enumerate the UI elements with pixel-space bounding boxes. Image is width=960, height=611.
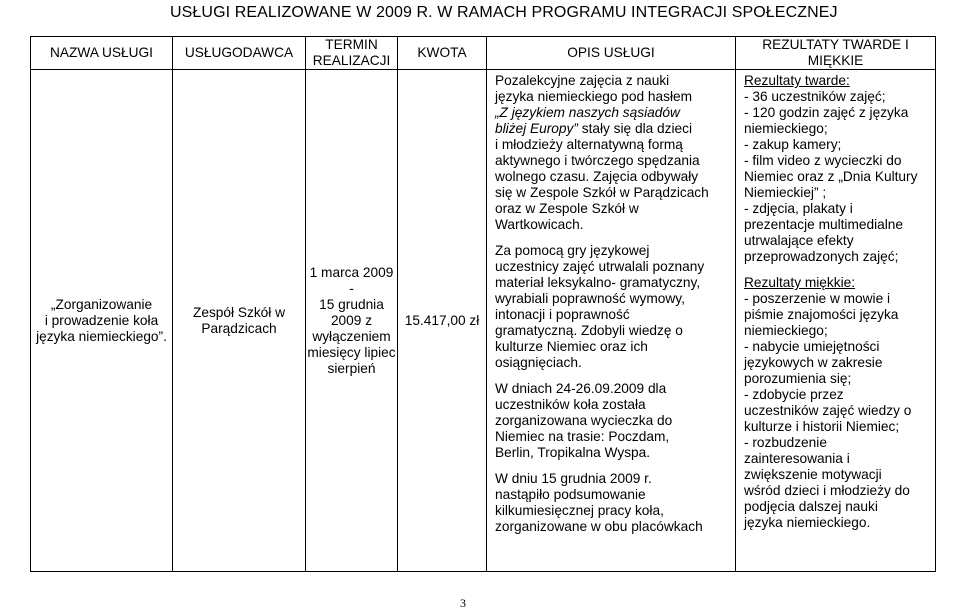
cell-name: „Zorganizowanie i prowadzenie koła języka niemieckiego”.: [31, 70, 173, 572]
description-paragraph-3: W dniach 24-26.09.2009 dla uczestników koła została zorganizowana wycieczka do Niemiec na trasie: Poczdam, Berlin, Tropikalna Wyspa.: [495, 381, 673, 460]
cell-results: Rezultaty twarde: - 36 uczestników zajęć; - 120 godzin zajęć z języka niemieckiego; - zakup kamery; - film video z wycieczki do Niemiec oraz z „Dnia Kultury Niemieckiej” ; - zdjęcia, plakaty i prezentacje multimedialne utrwalające efekty przeprowadzonych zajęć; Rezultaty miękkie: - poszerzenie w mowie i piśmie znajomości języka niemieckiego; - nabycie umiejętności językowych w zakresie porozumienia się; - zdobycie przez uczestników zajęć wiedzy o kulturze i historii Niemiec; - rozbudzenie zainteresowania i zwiększenie motywacji wśród dzieci i młodzieży do podjęcia dalszej nauki języka niemieckiego.: [736, 70, 936, 572]
header-quota: KWOTA: [398, 37, 487, 70]
header-term: TERMIN REALIZACJI: [306, 37, 398, 70]
page-number: 3: [460, 596, 466, 610]
hard-results-title: Rezultaty twarde:: [744, 73, 850, 88]
page-title: USŁUGI REALIZOWANE W 2009 R. W RAMACH PROGRAMU INTEGRACJI SPOŁECZNEJ: [170, 4, 838, 21]
cell-description: [487, 70, 736, 572]
description-paragraph-2: Za pomocą gry językowej uczestnicy zajęć utrwalali poznany materiał leksykalno- gramatyczny, wyrabiali poprawność wymowy, intonacji i poprawność gramatyczną. Zdobyli wiedzę o kulturze Niemiec oraz ich osiągnięciach.: [495, 243, 705, 370]
services-table: [30, 36, 936, 572]
header-results: REZULTATY TWARDE I MIĘKKIE: [736, 37, 936, 70]
cell-provider: Zespół Szkół w Parądzicach: [173, 70, 306, 572]
header-name: NAZWA USŁUGI: [31, 37, 173, 70]
header-description: OPIS USŁUGI: [487, 37, 736, 70]
soft-results-title: Rezultaty miękkie:: [744, 275, 856, 290]
cell-quota: 15.417,00 zł: [398, 70, 487, 572]
header-provider: USŁUGODAWCA: [173, 37, 306, 70]
description-paragraph-1: Pozalekcyjne zajęcia z nauki języka niemieckiego pod hasłem „Z językiem naszych sąsiadów bliżej Europy” stały się dla dzieci i młodzieży alternatywną formą aktywnego i twórczego spędzania wolnego czasu. Zajęcia odbywały się w Zespole Szkół w Parądzicach oraz w Zespole Szkół w Wartkowicach.: [495, 73, 709, 232]
table-row: [31, 70, 936, 572]
description-paragraph-4: W dniu 15 grudnia 2009 r. nastąpiło podsumowanie kilkumiesięcznej pracy koła, zorganizowane w obu placówkach: [495, 471, 703, 534]
cell-term: 1 marca 2009 - 15 grudnia 2009 z wyłączeniem miesięcy lipiec sierpień: [306, 70, 398, 572]
header-row: [31, 37, 936, 70]
